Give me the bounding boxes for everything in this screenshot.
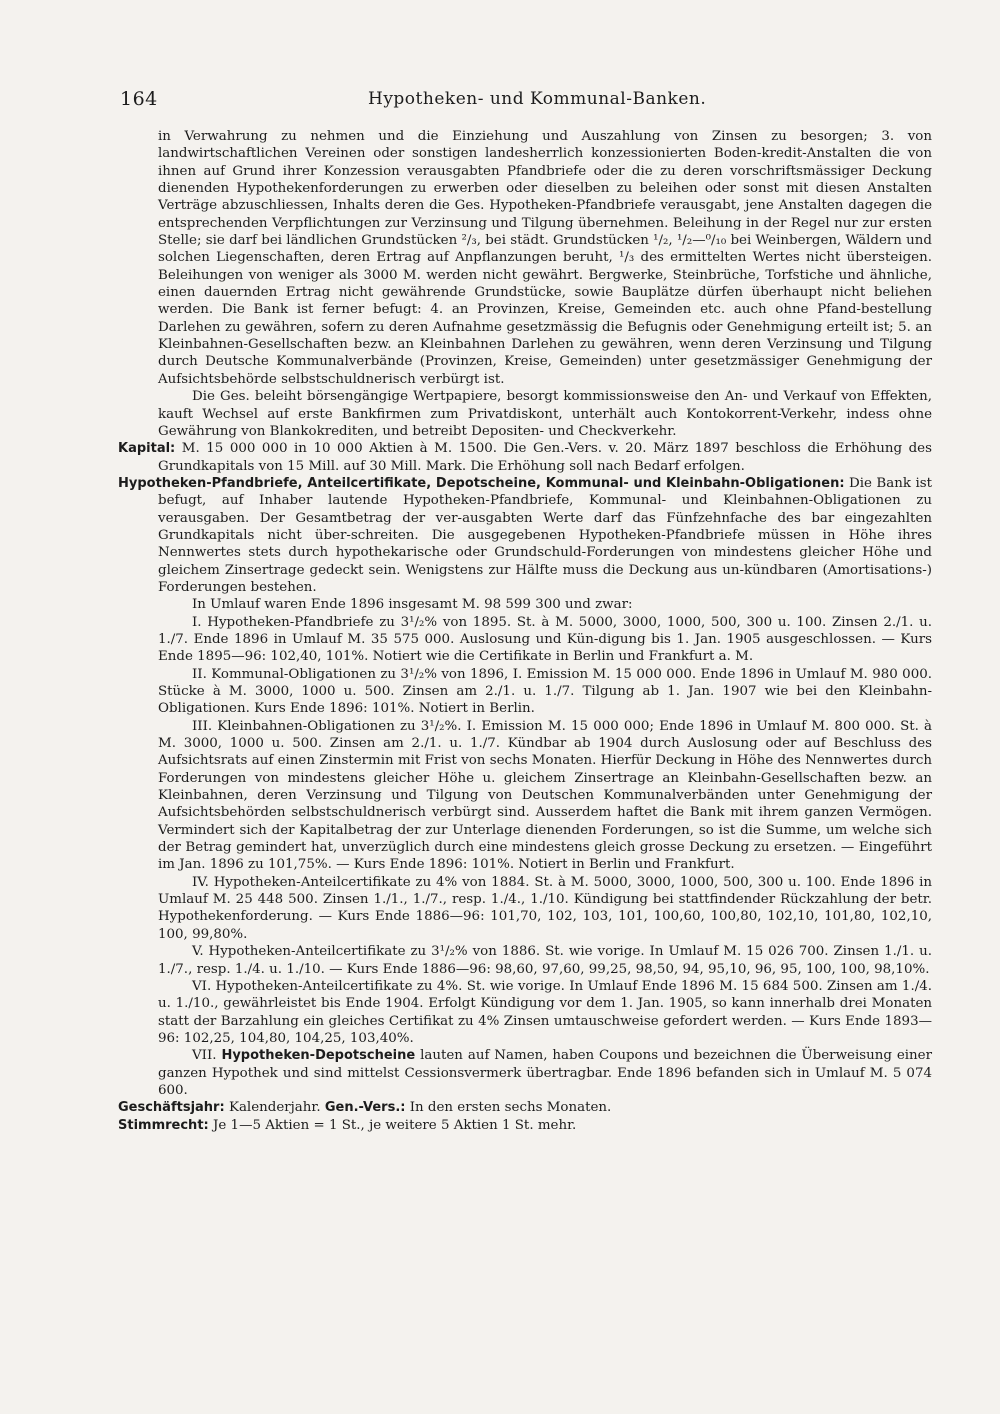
page-number: 164 — [120, 88, 158, 110]
stimmrecht-text: Je 1—5 Aktien = 1 St., je weitere 5 Aktien 1 St. mehr. — [213, 1117, 577, 1133]
kapital-text: M. 15 000 000 in 10 000 Aktien à M. 1500. Die Gen.-Vers. v. 20. März 1897 beschloss die Erhöhung des Grundkapitals von 15 Mill. auf 30 Mill. Mark. Die Erhöhung soll nach Bedarf erfolgen. — [158, 441, 932, 474]
emission-7-title: Hypotheken-Depotscheine — [221, 1048, 416, 1064]
section-stimmrecht — [118, 1117, 932, 1134]
emission-7-number: VII. — [192, 1048, 217, 1064]
emission-3: III. Kleinbahnen-Obligationen zu 3¹/₂%. I. Emission M. 15 000 000; Ende 1896 in Umlauf M. 800 000. St. à M. 3000, 1000 u. 500. Zinsen am 2./1. u. 1./7. Kündbar ab 1904 durch Auslosung oder auf Beschluss des Aufsichtsrats auf einen Zinstermin mit Frist von sechs Monaten. Hierfür Deckung in Höhe des Nennwertes durch Forderungen von mindestens gleicher Höhe u. gleichem Zinsertrage an Kleinbahn-Gesellschaften bezw. an Kleinbahnen, deren Verzinsung und Tilgung von Deutschen Kommunalverbänden unter Genehmigung der Aufsichtsbehörden selbstschuldnerisch verbürgt sind. Ausserdem haftet die Bank mit ihrem ganzen Vermögen. Vermindert sich der Kapitalbetrag der zur Unterlage dienenden Forderungen, so ist die Summe, um welche sich der Betrag gemindert hat, unverzüglich durch eine mindestens gleich grosse Deckung zu ersetzen. — Eingeführt im Jan. 1896 zu 101,75%. — Kurs Ende 1896: 101%. Notiert in Berlin und Frankfurt. — [158, 718, 932, 873]
emission-5: V. Hypotheken-Anteilcertifikate zu 3¹/₂% von 1886. St. wie vorige. In Umlauf M. 15 026 700. Zinsen 1./1. u. 1./7., resp. 1./4. u. 1./10. — Kurs Ende 1886—96: 98,60, 97,60, 99,25, 98,50, 94, 95,10, 96, 95, 100, 100, 98,10%. — [158, 944, 932, 977]
emission-1: I. Hypotheken-Pfandbriefe zu 3¹/₂% von 1895. St. à M. 5000, 3000, 1000, 500, 300 u. 100. Zinsen 2./1. u. 1./7. Ende 1896 in Umlauf M. 35 575 000. Auslosung und Kün-digung bis 1. Jan. 1905 ausgeschlossen. — Kurs Ende 1895—96: 102,40, 101%. Notiert wie die Certifikate in Berlin und Frankfurt a. M. — [158, 614, 932, 665]
emission-4: IV. Hypotheken-Anteilcertifikate zu 4% von 1884. St. à M. 5000, 3000, 1000, 500, 300 u. 100. Ende 1896 in Umlauf M. 25 448 500. Zinsen 1./1., 1./7., resp. 1./4., 1./10. Kündigung bei stattfindender Rückzahlung der betr. Hypothekenforderung. — Kurs Ende 1886—96: 101,70, 102, 103, 101, 100,60, 100,80, 102,10, 101,80, 102,10, 100, 99,80%. — [158, 874, 932, 942]
emission-7-text: lauten auf Namen, haben Coupons und bezeichnen die Überweisung einer ganzen Hypothek und sind mittelst Cessionsvermerk übertragbar. Ende 1896 befanden sich in Umlauf M. 5 074 600. — [158, 1048, 933, 1098]
page-body — [118, 128, 933, 1134]
paragraph-continuation: in Verwahrung zu nehmen und die Einziehung und Auszahlung von Zinsen zu besorgen; 3. von landwirtschaftlichen Vereinen oder sonstigen landesherrlich konzessionierten Boden-kredit-Anstalten die von ihnen auf Grund ihrer Konzession verausgabten Pfandbriefe oder die zu deren vorschriftsmässiger Deckung dienenden Hypothekenforderungen zu erwerben oder dieselben zu beleihen oder sonst mit diesen Anstalten Verträge abzuschliessen, Inhalts deren die Ges. Hypotheken-Pfandbriefe verausgabt, jene Anstalten dagegen die entsprechenden Verpflichtungen zur Verzinsung und Tilgung übernehmen. Beleihung in der Regel nur zur ersten Stelle; sie darf bei ländlichen Grundstücken ²/₃, bei städt. Grundstücken ¹/₂, ¹/₂—⁰/₁₀ bei Weinbergen, Wäldern und solchen Liegenschaften, deren Ertrag auf Anpflanzungen beruht, ¹/₃ des ermittelten Wertes nicht übersteigen. Beleihungen von weniger als 3000 M. werden nicht gewährt. Bergwerke, Steinbrüche, Torfstiche und ähnliche, einen dauernden Ertrag nicht gewährende Grundstücke, sowie Bauplätze dürfen überhaupt nicht beliehen werden. Die Bank ist ferner befugt: 4. an Provinzen, Kreise, Gemeinden etc. auch ohne Pfand-bestellung Darlehen zu gewähren, sofern zu deren Aufnahme gesetzmässig die Befugnis oder Genehmigung erteilt ist; 5. an Kleinbahnen-Gesellschaften bezw. an Kleinbahnen Darlehen zu gewähren, wenn deren Verzinsung und Tilgung durch Deutsche Kommunalverbände (Provinzen, Kreise, Gemeinden) unter gesetzmässiger Genehmigung der Aufsichtsbehörde selbstschuldnerisch verbürgt ist. — [158, 129, 932, 387]
geschaeftsjahr-label: Geschäftsjahr: — [118, 1100, 225, 1116]
paragraph-geschaefte: Die Ges. beleiht börsengängige Wertpapiere, besorgt kommissionsweise den An- und Verkauf von Effekten, kauft Wechsel auf erste Bankfirmen zum Privatdiskont, unterhält auch Kontokorrent-Verkehr, indess ohne Gewährung von Blankokrediten, und betreibt Depositen- und Checkverkehr. — [158, 389, 932, 439]
emission-2: II. Kommunal-Obligationen zu 3¹/₂% von 1896, I. Emission M. 15 000 000. Ende 1896 in Umlauf M. 980 000. Stücke à M. 3000, 1000 u. 500. Zinsen am 2./1. u. 1./7. Tilgung ab 1. Jan. 1907 wie bei den Kleinbahn-Obligationen. Kurs Ende 1896: 101%. Notiert in Berlin. — [158, 666, 932, 717]
geschaeftsjahr-text: Kalenderjahr. — [228, 1100, 321, 1116]
section-kapital — [118, 440, 932, 475]
emission-7 — [158, 1047, 932, 1099]
emission-6: VI. Hypotheken-Anteilcertifikate zu 4%. St. wie vorige. In Umlauf Ende 1896 M. 15 684 500. Zinsen am 1./4. u. 1./10., gewährleistet bis Ende 1904. Erfolgt Kündigung vor dem 1. Jan. 1905, so kann innerhalb drei Monaten statt der Barzahlung ein gleiches Certifikat zu 4% Zinsen umtauschweise gefordert werden. — Kurs Ende 1893—96: 102,25, 104,80, 104,25, 103,40%. — [158, 978, 932, 1046]
running-title: Hypotheken- und Kommunal-Banken. — [368, 89, 707, 109]
genvers-text: In den ersten sechs Monaten. — [409, 1100, 612, 1116]
section-pfandbriefe — [118, 475, 932, 596]
stimmrecht-label: Stimmrecht: — [118, 1117, 209, 1133]
page-header — [120, 88, 932, 112]
kapital-label: Kapital: — [118, 441, 176, 457]
genvers-label: Gen.-Vers.: — [324, 1100, 406, 1116]
section-geschaeftsjahr — [118, 1099, 932, 1116]
umlauf-intro: In Umlauf waren Ende 1896 insgesamt M. 98 599 300 und zwar: — [192, 597, 633, 613]
pfandbriefe-label: Hypotheken-Pfandbriefe, Anteilcertifikate, Depotscheine, Kommunal- und Kleinbahn-Obligationen: — [118, 475, 845, 491]
pfandbriefe-text: Die Bank ist befugt, auf Inhaber lautende Hypotheken-Pfandbriefe, Kommunal- und Kleinbahnen-Obligationen zu verausgaben. Der Gesamtbetrag der ver-ausgabten Werte darf das Fünfzehnfache des bar eingezahlten Grundkapitals nicht über-schreiten. Die ausgegebenen Hypotheken-Pfandbriefe müssen in Höhe ihres Nennwertes stets durch hypothekarische oder Grundschuld-Forderungen von mindestens gleicher Höhe und gleichem Zinsertrage gedeckt sein. Wenigstens zur Hälfte muss die Deckung aus un-kündbaren (Amortisations-) Forderungen bestehen. — [158, 475, 932, 595]
